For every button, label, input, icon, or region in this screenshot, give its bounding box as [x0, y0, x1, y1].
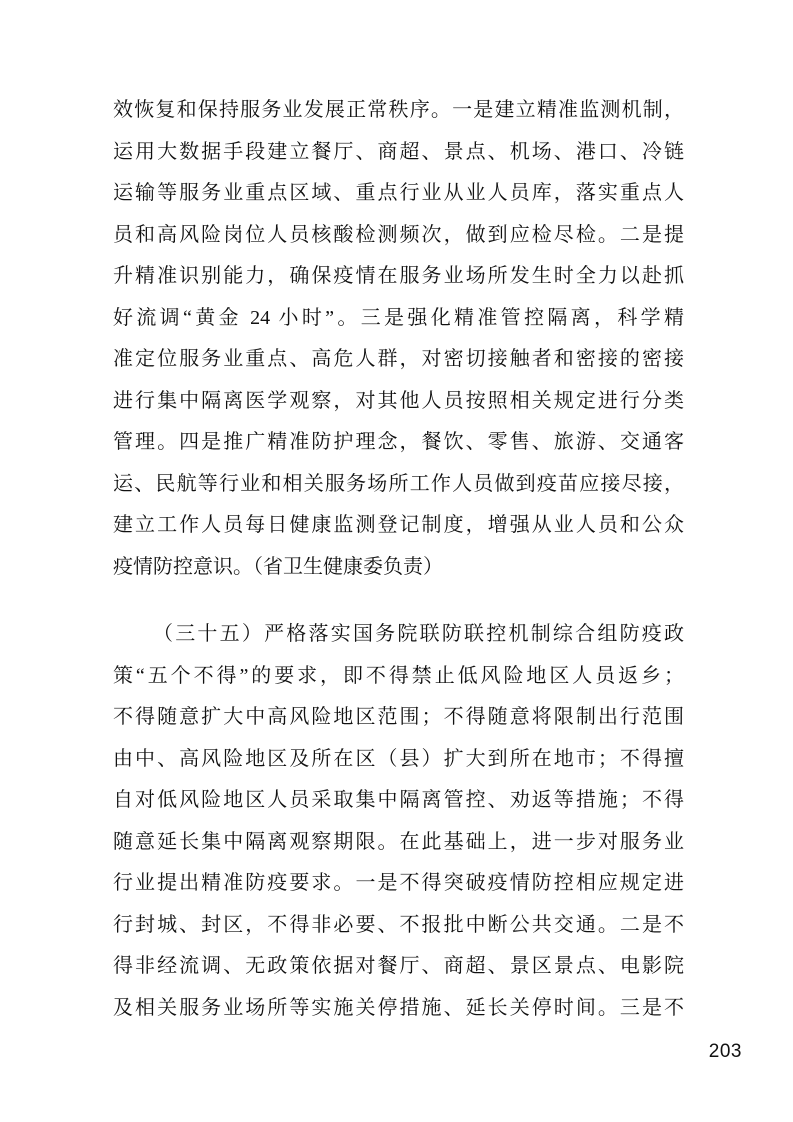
- text-line: 由中、高风险地区及所在区（县）扩大到所在地市；不得擅: [113, 747, 684, 770]
- text-line: 运输等服务业重点区域、重点行业从业人员库，落实重点人: [113, 182, 684, 204]
- text-line: 升精准识别能力，确保疫情在服务业场所发生时全力以赴抓: [113, 265, 684, 287]
- text-line: 运、民航等行业和相关服务场所工作人员做到疫苗应接尽接，: [113, 472, 684, 495]
- document-body: [113, 90, 684, 1029]
- text-line: 效恢复和保持服务业发展正常秩序。一是建立精准监测机制，: [113, 99, 684, 121]
- text-line: 疫情防控意识。（省卫生健康委负责）: [113, 555, 443, 578]
- text-line: 行封城、封区，不得非必要、不报批中断公共交通。二是不: [113, 913, 684, 936]
- text-line: 得非经流调、无政策依据对餐厅、商超、景区景点、电影院: [113, 955, 684, 977]
- text-line: 及相关服务业场所等实施关停措施、延长关停时间。三是不: [113, 996, 684, 1019]
- text-line: 建立工作人员每日健康监测登记制度，增强从业人员和公众: [113, 514, 684, 536]
- text-line: 准定位服务业重点、高危人群，对密切接触者和密接的密接: [113, 348, 684, 370]
- text-line: 进行集中隔离医学观察，对其他人员按照相关规定进行分类: [113, 389, 684, 412]
- text-line: 随意延长集中隔离观察期限。在此基础上，进一步对服务业: [113, 830, 684, 853]
- paragraph-1: [113, 90, 684, 588]
- text-line: 管理。四是推广精准防护理念，餐饮、零售、旅游、交通客: [113, 431, 684, 453]
- text-line: 好流调“黄金 24 小时”。三是强化精准管控隔离，科学精: [113, 306, 684, 329]
- paragraph-2: [113, 614, 684, 1029]
- text-line: 运用大数据手段建立餐厅、商超、景点、机场、港口、冷链: [113, 140, 684, 163]
- text-line: 行业提出精准防疫要求。一是不得突破疫情防控相应规定进: [113, 872, 684, 894]
- text-line: 员和高风险岗位人员核酸检测频次，做到应检尽检。二是提: [113, 223, 684, 246]
- text-line: 策“五个不得”的要求，即不得禁止低风险地区人员返乡；: [113, 664, 684, 687]
- text-line: 不得随意扩大中高风险地区范围；不得随意将限制出行范围: [113, 706, 684, 728]
- text-line: （三十五）严格落实国务院联防联控机制综合组防疫政: [153, 623, 684, 645]
- page-number: 203: [708, 1041, 742, 1062]
- text-line: 自对低风险地区人员采取集中隔离管控、劝返等措施；不得: [113, 789, 684, 811]
